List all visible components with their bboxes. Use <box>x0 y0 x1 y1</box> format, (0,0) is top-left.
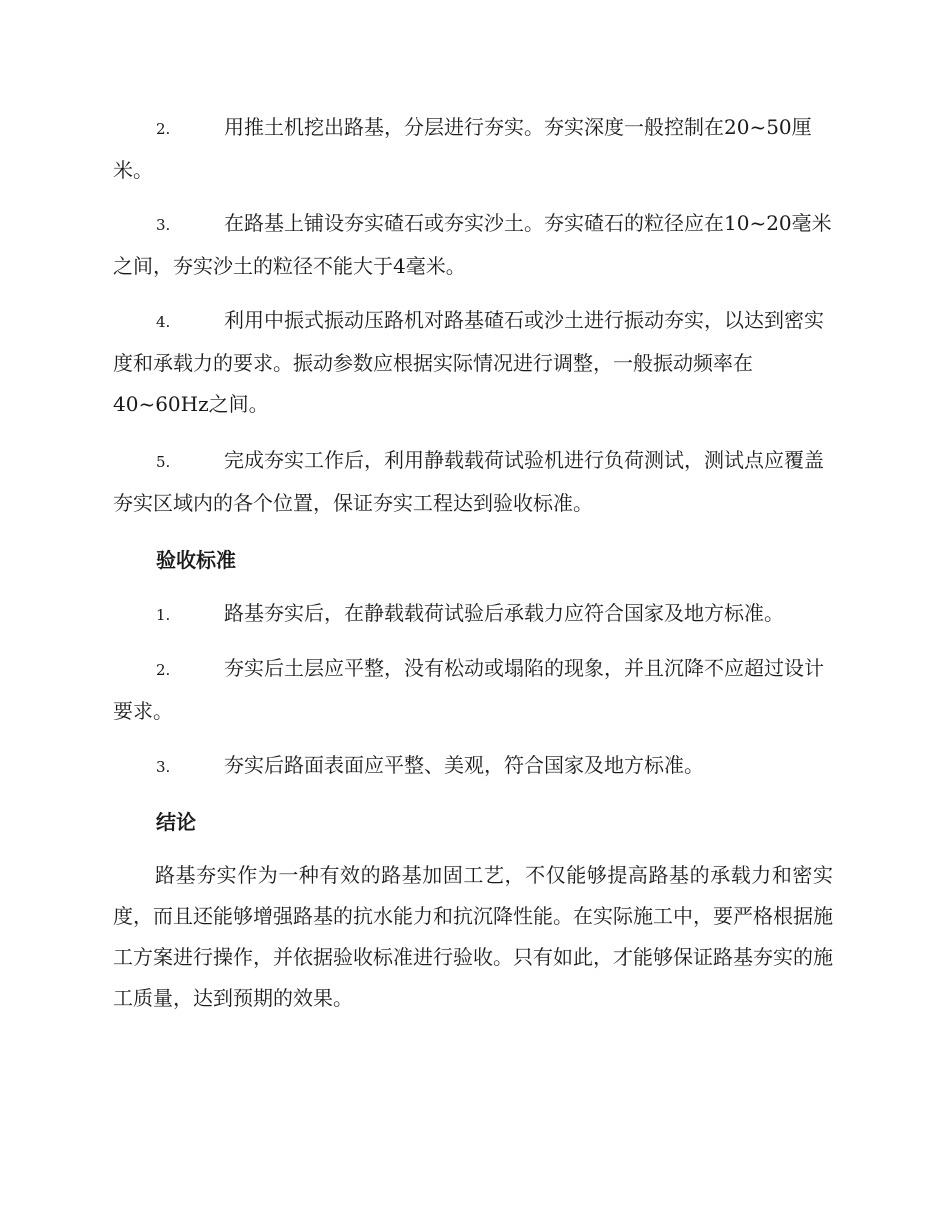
conclusion-paragraph <box>113 855 833 1019</box>
item-number: 3. <box>156 758 171 776</box>
conclusion-heading: 结论 <box>156 810 196 834</box>
step-text: 用推土机挖出路基，分层进行夯实。夯实深度一般控制在20~50厘米。 <box>113 115 812 182</box>
conclusion-text: 路基夯实作为一种有效的路基加固工艺，不仅能够提高路基的承载力和密实度，而且还能够增强路基的抗水能力和抗沉降性能。在实际施工中，要严格根据施工方案进行操作，并依据验收标准进行验收。只有如此，才能够保证路基夯实的施工质量，达到预期的效果。 <box>113 863 833 1010</box>
item-text: 夯实后路面表面应平整、美观，符合国家及地方标准。 <box>224 753 704 777</box>
step-text: 完成夯实工作后，利用静载载荷试验机进行负荷测试，测试点应覆盖夯实区域内的各个位置，保证夯实工程达到验收标准。 <box>113 448 824 515</box>
step-number: 2. <box>156 120 171 138</box>
step-text: 利用中振式振动压路机对路基碴石或沙土进行振动夯实，以达到密实度和承载力的要求。振动参数应根据实际情况进行调整，一般振动频率在40~60Hz之间。 <box>113 308 824 416</box>
process-step-4 <box>113 300 833 425</box>
acceptance-heading: 验收标准 <box>156 548 236 572</box>
item-text: 夯实后土层应平整，没有松动或塌陷的现象，并且沉降不应超过设计要求。 <box>113 656 824 723</box>
step-number: 5. <box>156 453 171 471</box>
item-number: 1. <box>156 606 171 624</box>
step-number: 3. <box>156 216 171 234</box>
item-text: 路基夯实后，在静载载荷试验后承载力应符合国家及地方标准。 <box>224 601 784 625</box>
step-text: 在路基上铺设夯实碴石或夯实沙土。夯实碴石的粒径应在10~20毫米之间，夯实沙土的粒径不能大于4毫米。 <box>113 211 832 278</box>
acceptance-item-3 <box>113 745 833 788</box>
step-number: 4. <box>156 313 171 331</box>
item-number: 2. <box>156 661 171 679</box>
process-step-2 <box>113 107 833 191</box>
process-step-5 <box>113 440 833 524</box>
acceptance-item-2 <box>113 648 833 732</box>
process-step-3 <box>113 203 833 287</box>
acceptance-item-1 <box>113 593 833 636</box>
